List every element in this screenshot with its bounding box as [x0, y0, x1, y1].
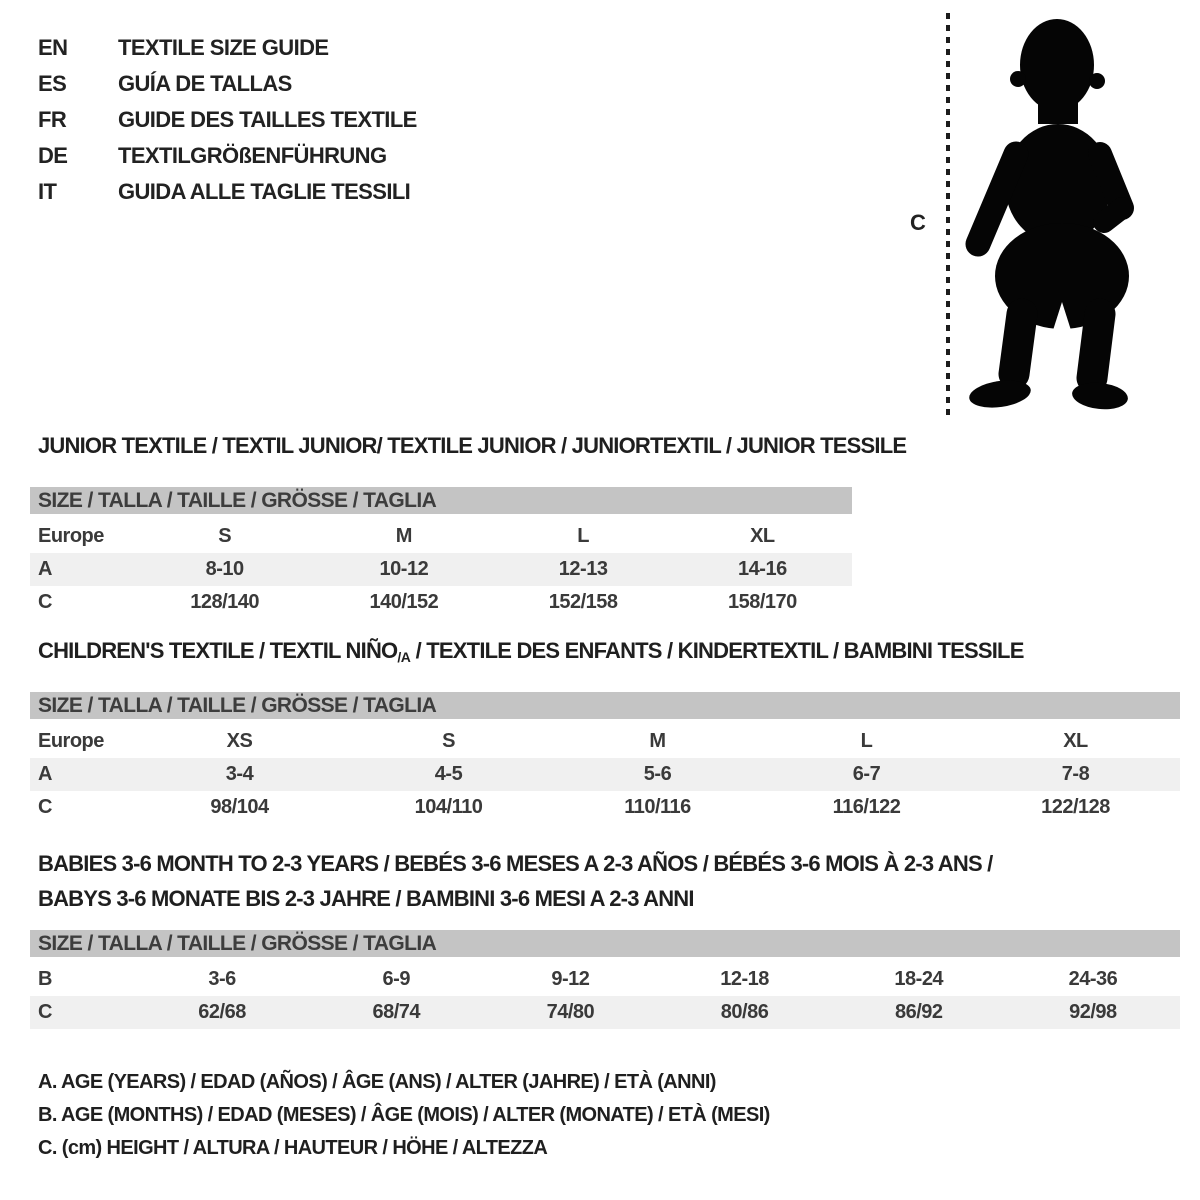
months-cell: 24-36 [1068, 968, 1118, 990]
age-cell: 7-8 [1061, 763, 1090, 785]
height-cell: 62/68 [198, 1001, 246, 1023]
legend-line-a: A. AGE (YEARS) / EDAD (AÑOS) / ÂGE (ANS) / ALTER (JAHRE) / ETÀ (ANNI) [38, 1071, 716, 1093]
height-cell: 152/158 [548, 591, 618, 613]
row-label-region: Europe [38, 730, 104, 752]
legend-line-c: C. (cm) HEIGHT / ALTURA / HAUTEUR / HÖHE / ALTEZZA [38, 1137, 548, 1159]
table-row-months [30, 963, 1180, 996]
junior-size-table [30, 487, 852, 619]
age-cell: 6-7 [852, 763, 881, 785]
size-cell: S [442, 730, 455, 752]
row-label-a: A [38, 558, 52, 580]
babies-section-title [38, 846, 992, 916]
children-section-title [38, 638, 1024, 670]
junior-section-title: JUNIOR TEXTILE / TEXTIL JUNIOR/ TEXTILE JUNIOR / JUNIORTEXTIL / JUNIOR TESSILE [38, 433, 907, 458]
toddler-silhouette-icon [960, 12, 1144, 418]
language-label: TEXTILE SIZE GUIDE [118, 35, 329, 60]
size-table-header: SIZE / TALLA / TAILLE / GRÖSSE / TAGLIA [30, 692, 1180, 719]
children-size-table [30, 692, 1180, 824]
size-cell: L [577, 525, 589, 547]
table-row-age [30, 758, 1180, 791]
height-cell: 98/104 [210, 796, 269, 818]
language-code: EN [38, 35, 68, 60]
height-cell: 158/170 [727, 591, 797, 613]
height-measure-label: C [910, 210, 926, 235]
language-code: ES [38, 71, 67, 96]
size-cell: S [218, 525, 232, 547]
language-row-it [38, 174, 417, 210]
age-cell: 3-4 [225, 763, 254, 785]
table-row-height [30, 586, 852, 619]
measurement-legend [38, 1066, 770, 1165]
table-row-age [30, 553, 852, 586]
height-cell: 116/122 [832, 796, 901, 818]
age-cell: 4-5 [434, 763, 463, 785]
height-cell: 104/110 [414, 796, 483, 818]
size-cell: XL [750, 525, 775, 547]
size-cell: M [395, 525, 412, 547]
language-row-es [38, 66, 417, 102]
row-label-b: B [38, 968, 52, 990]
months-cell: 9-12 [551, 968, 590, 990]
size-cell: M [649, 730, 666, 752]
height-cell: 92/98 [1069, 1001, 1117, 1023]
children-title-subscript: /A [397, 649, 411, 665]
height-cell: 122/128 [1041, 796, 1110, 818]
row-label-c: C [38, 591, 52, 613]
months-cell: 6-9 [382, 968, 410, 990]
table-row-sizes [30, 725, 1180, 758]
language-label: GUIDA ALLE TAGLIE TESSILI [118, 179, 411, 204]
language-row-en [38, 30, 417, 66]
size-cell: XL [1063, 730, 1088, 752]
age-cell: 8-10 [205, 558, 244, 580]
language-label: GUÍA DE TALLAS [118, 71, 292, 96]
months-cell: 3-6 [208, 968, 236, 990]
language-row-fr [38, 102, 417, 138]
language-code: DE [38, 143, 68, 168]
age-cell: 10-12 [379, 558, 429, 580]
height-cell: 74/80 [546, 1001, 595, 1023]
size-cell: XS [226, 730, 253, 752]
row-label-c: C [38, 796, 52, 818]
language-list [38, 30, 417, 210]
age-cell: 5-6 [643, 763, 672, 785]
table-row-sizes [30, 520, 852, 553]
table-row-height [30, 996, 1180, 1029]
language-code: FR [38, 107, 67, 132]
legend-line-b: B. AGE (MONTHS) / EDAD (MESES) / ÂGE (MOIS) / ALTER (MONATE) / ETÀ (MESI) [38, 1104, 770, 1126]
size-table-header: SIZE / TALLA / TAILLE / GRÖSSE / TAGLIA [30, 487, 852, 514]
language-code: IT [38, 179, 57, 204]
language-label: GUIDE DES TAILLES TEXTILE [118, 107, 417, 132]
children-title-suffix: / TEXTILE DES ENFANTS / KINDERTEXTIL / BAMBINI TESSILE [410, 638, 1024, 663]
size-table-header: SIZE / TALLA / TAILLE / GRÖSSE / TAGLIA [30, 930, 1180, 957]
height-cell: 68/74 [372, 1001, 421, 1023]
months-cell: 12-18 [720, 968, 769, 990]
language-row-de [38, 138, 417, 174]
height-cell: 110/116 [624, 796, 691, 818]
age-cell: 12-13 [558, 558, 608, 580]
age-cell: 14-16 [738, 558, 787, 580]
height-cell: 140/152 [369, 591, 439, 613]
language-label: TEXTILGRÖßENFÜHRUNG [118, 143, 387, 168]
babies-title-line2: BABYS 3-6 MONATE BIS 2-3 JAHRE / BAMBINI 3-6 MESI A 2-3 ANNI [38, 886, 694, 911]
row-label-region: Europe [38, 525, 104, 547]
height-cell: 80/86 [720, 1001, 769, 1023]
table-row-height [30, 791, 1180, 824]
row-label-c: C [38, 1001, 52, 1023]
months-cell: 18-24 [894, 968, 944, 990]
row-label-a: A [38, 763, 52, 785]
children-title-prefix: CHILDREN'S TEXTILE / TEXTIL NIÑO [38, 638, 398, 663]
height-cell: 128/140 [190, 591, 260, 613]
size-cell: L [860, 730, 873, 752]
height-measure-line [946, 13, 950, 418]
babies-size-table [30, 930, 1180, 1029]
babies-title-line1: BABIES 3-6 MONTH TO 2-3 YEARS / BEBÉS 3-6 MESES A 2-3 AÑOS / BÉBÉS 3-6 MOIS À 2-3 ANS / [38, 851, 993, 876]
height-cell: 86/92 [894, 1001, 943, 1023]
